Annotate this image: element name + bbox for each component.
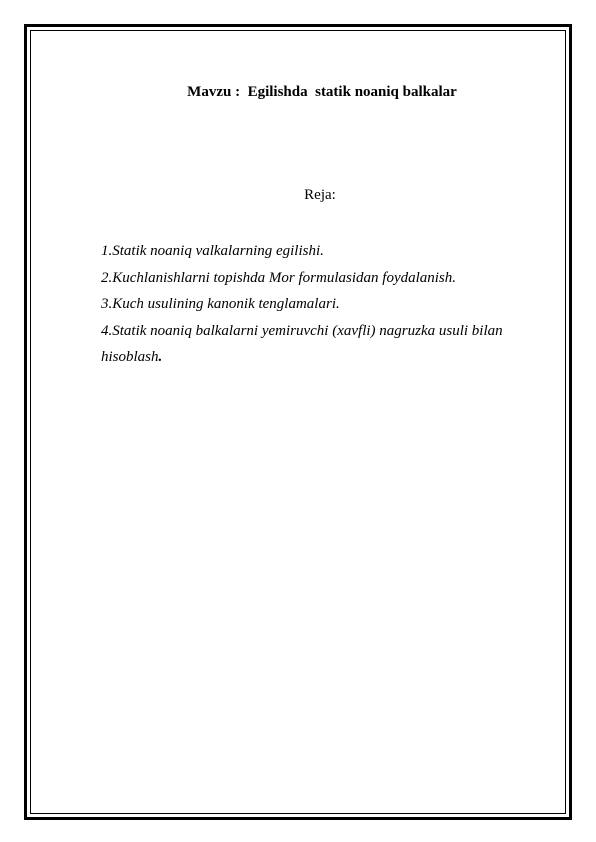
plan-item-2: 2.Kuchlanishlarni topishda Mor formulasidan foydalanish.: [101, 269, 457, 286]
plan-item-1: 1.Statik noaniq valkalarning egilishi.: [101, 243, 324, 259]
plan-item-4-text: 4.Statik noaniq balkalarni yemiruvchi (xavfli) nagruzka usuli bilan hisoblash: [101, 322, 503, 365]
page-border-inner: [30, 30, 566, 814]
page-border-outer: [24, 24, 572, 820]
plan-item-4-period: .: [158, 349, 163, 365]
plan-heading: Reja:: [304, 187, 336, 203]
plan-list: [101, 238, 541, 371]
plan-item-3: 3.Kuch usulining kanonik tenglamalari.: [101, 296, 340, 312]
document-title: Mavzu : Egilishda statik noaniq balkalar: [187, 84, 457, 100]
plan-item-4: [101, 318, 541, 371]
